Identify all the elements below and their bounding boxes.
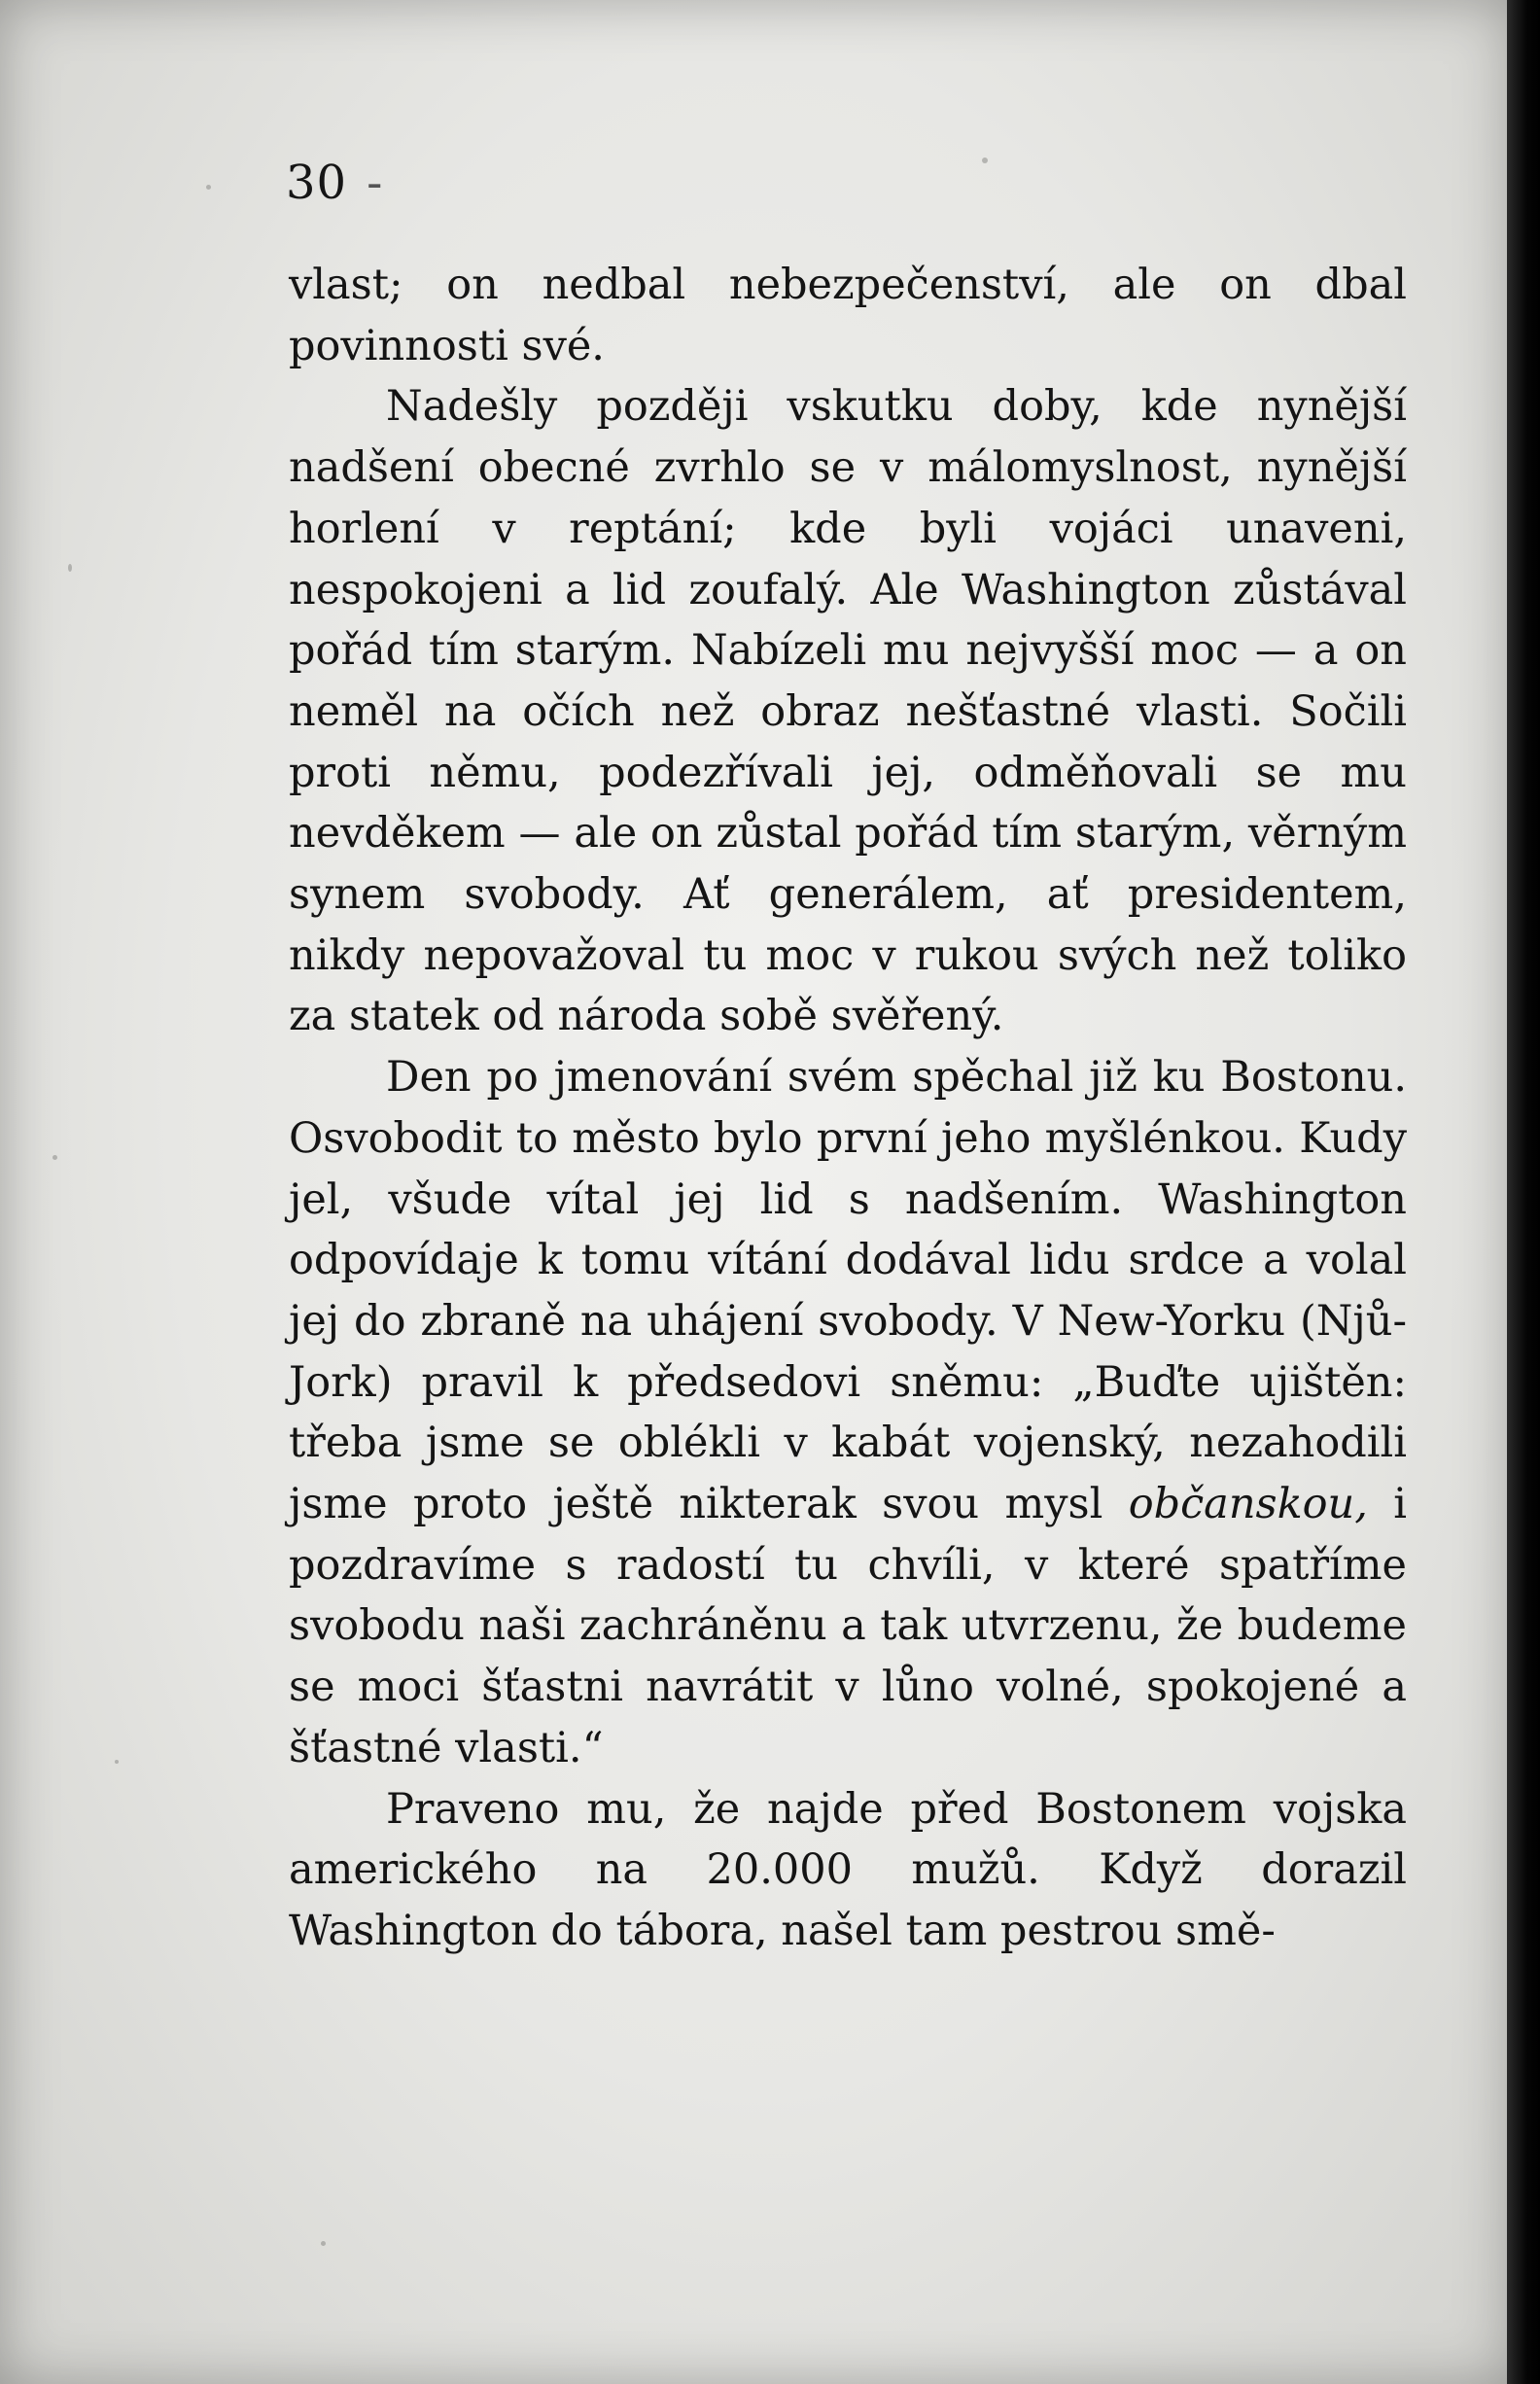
paper-speck	[52, 1155, 57, 1160]
paragraph-1: vlast; on nedbal nebezpečenství, ale on dbal povinnosti své.	[289, 261, 1407, 370]
paragraph-2: Nadešly později vskutku doby, kde nynější nadšení obecné zvrhlo se v málomyslnost, nynější horlení v reptání; kde byli vojáci unaveni, nespokojeni a lid zoufalý. Ale Washington zůstával pořád tím starým. Nabízeli mu nejvyšší moc — a on neměl na očích než obraz nešťastné vlasti. Sočili proti němu, podezřívali jej, odměňovali se mu nevděkem — ale on zůstal pořád tím starým, věrným synem svobody. Ať generálem, ať presidentem, nikdy nepovažoval tu moc v rukou svých než toliko za statek od národa sobě svěřený.	[289, 382, 1407, 1041]
page-number	[286, 156, 383, 210]
scan-dark-edge	[1507, 0, 1540, 2384]
body-text	[289, 255, 1407, 1962]
paragraph-3-end: i pozdravíme s radostí tu chvíli, v které spatříme svobodu naši zachráněnu a tak utvrzenu, že budeme se moci šťastni navrátit v lůno volné, spokojené a šťastné vlasti.“	[289, 1480, 1407, 1772]
emphasized-word: občanskou,	[1128, 1480, 1368, 1529]
paper-speck	[321, 2241, 326, 2246]
paper-speck	[982, 158, 988, 163]
paragraph-4: Praveno mu, že najde před Bostonem vojska amerického na 20.000 mužů. Když dorazil Washington do tábora, našel tam pestrou smě-	[289, 1784, 1407, 1955]
page-number-value: 30	[286, 156, 348, 210]
paper-speck	[206, 185, 211, 190]
paper-speck	[115, 1760, 119, 1764]
paper-speck	[68, 564, 72, 572]
page-number-dash: -	[367, 156, 384, 210]
paragraph-3-start: Den po jmenování svém spěchal již ku Bostonu. Osvobodit to město bylo první jeho myšlénkou. Kudy jel, všude vítal jej lid s nadšením. Washington odpovídaje k tomu vítání dodával lidu srdce a volal jej do zbraně na uhájení svobody. V New-Yorku (Njů-Jork) pravil k předsedovi sněmu: „Buďte ujištěn: třeba jsme se oblékli v kabát vojenský, nezahodili jsme proto ještě nikterak svou mysl	[289, 1053, 1407, 1529]
paragraph-3	[289, 1047, 1407, 1778]
